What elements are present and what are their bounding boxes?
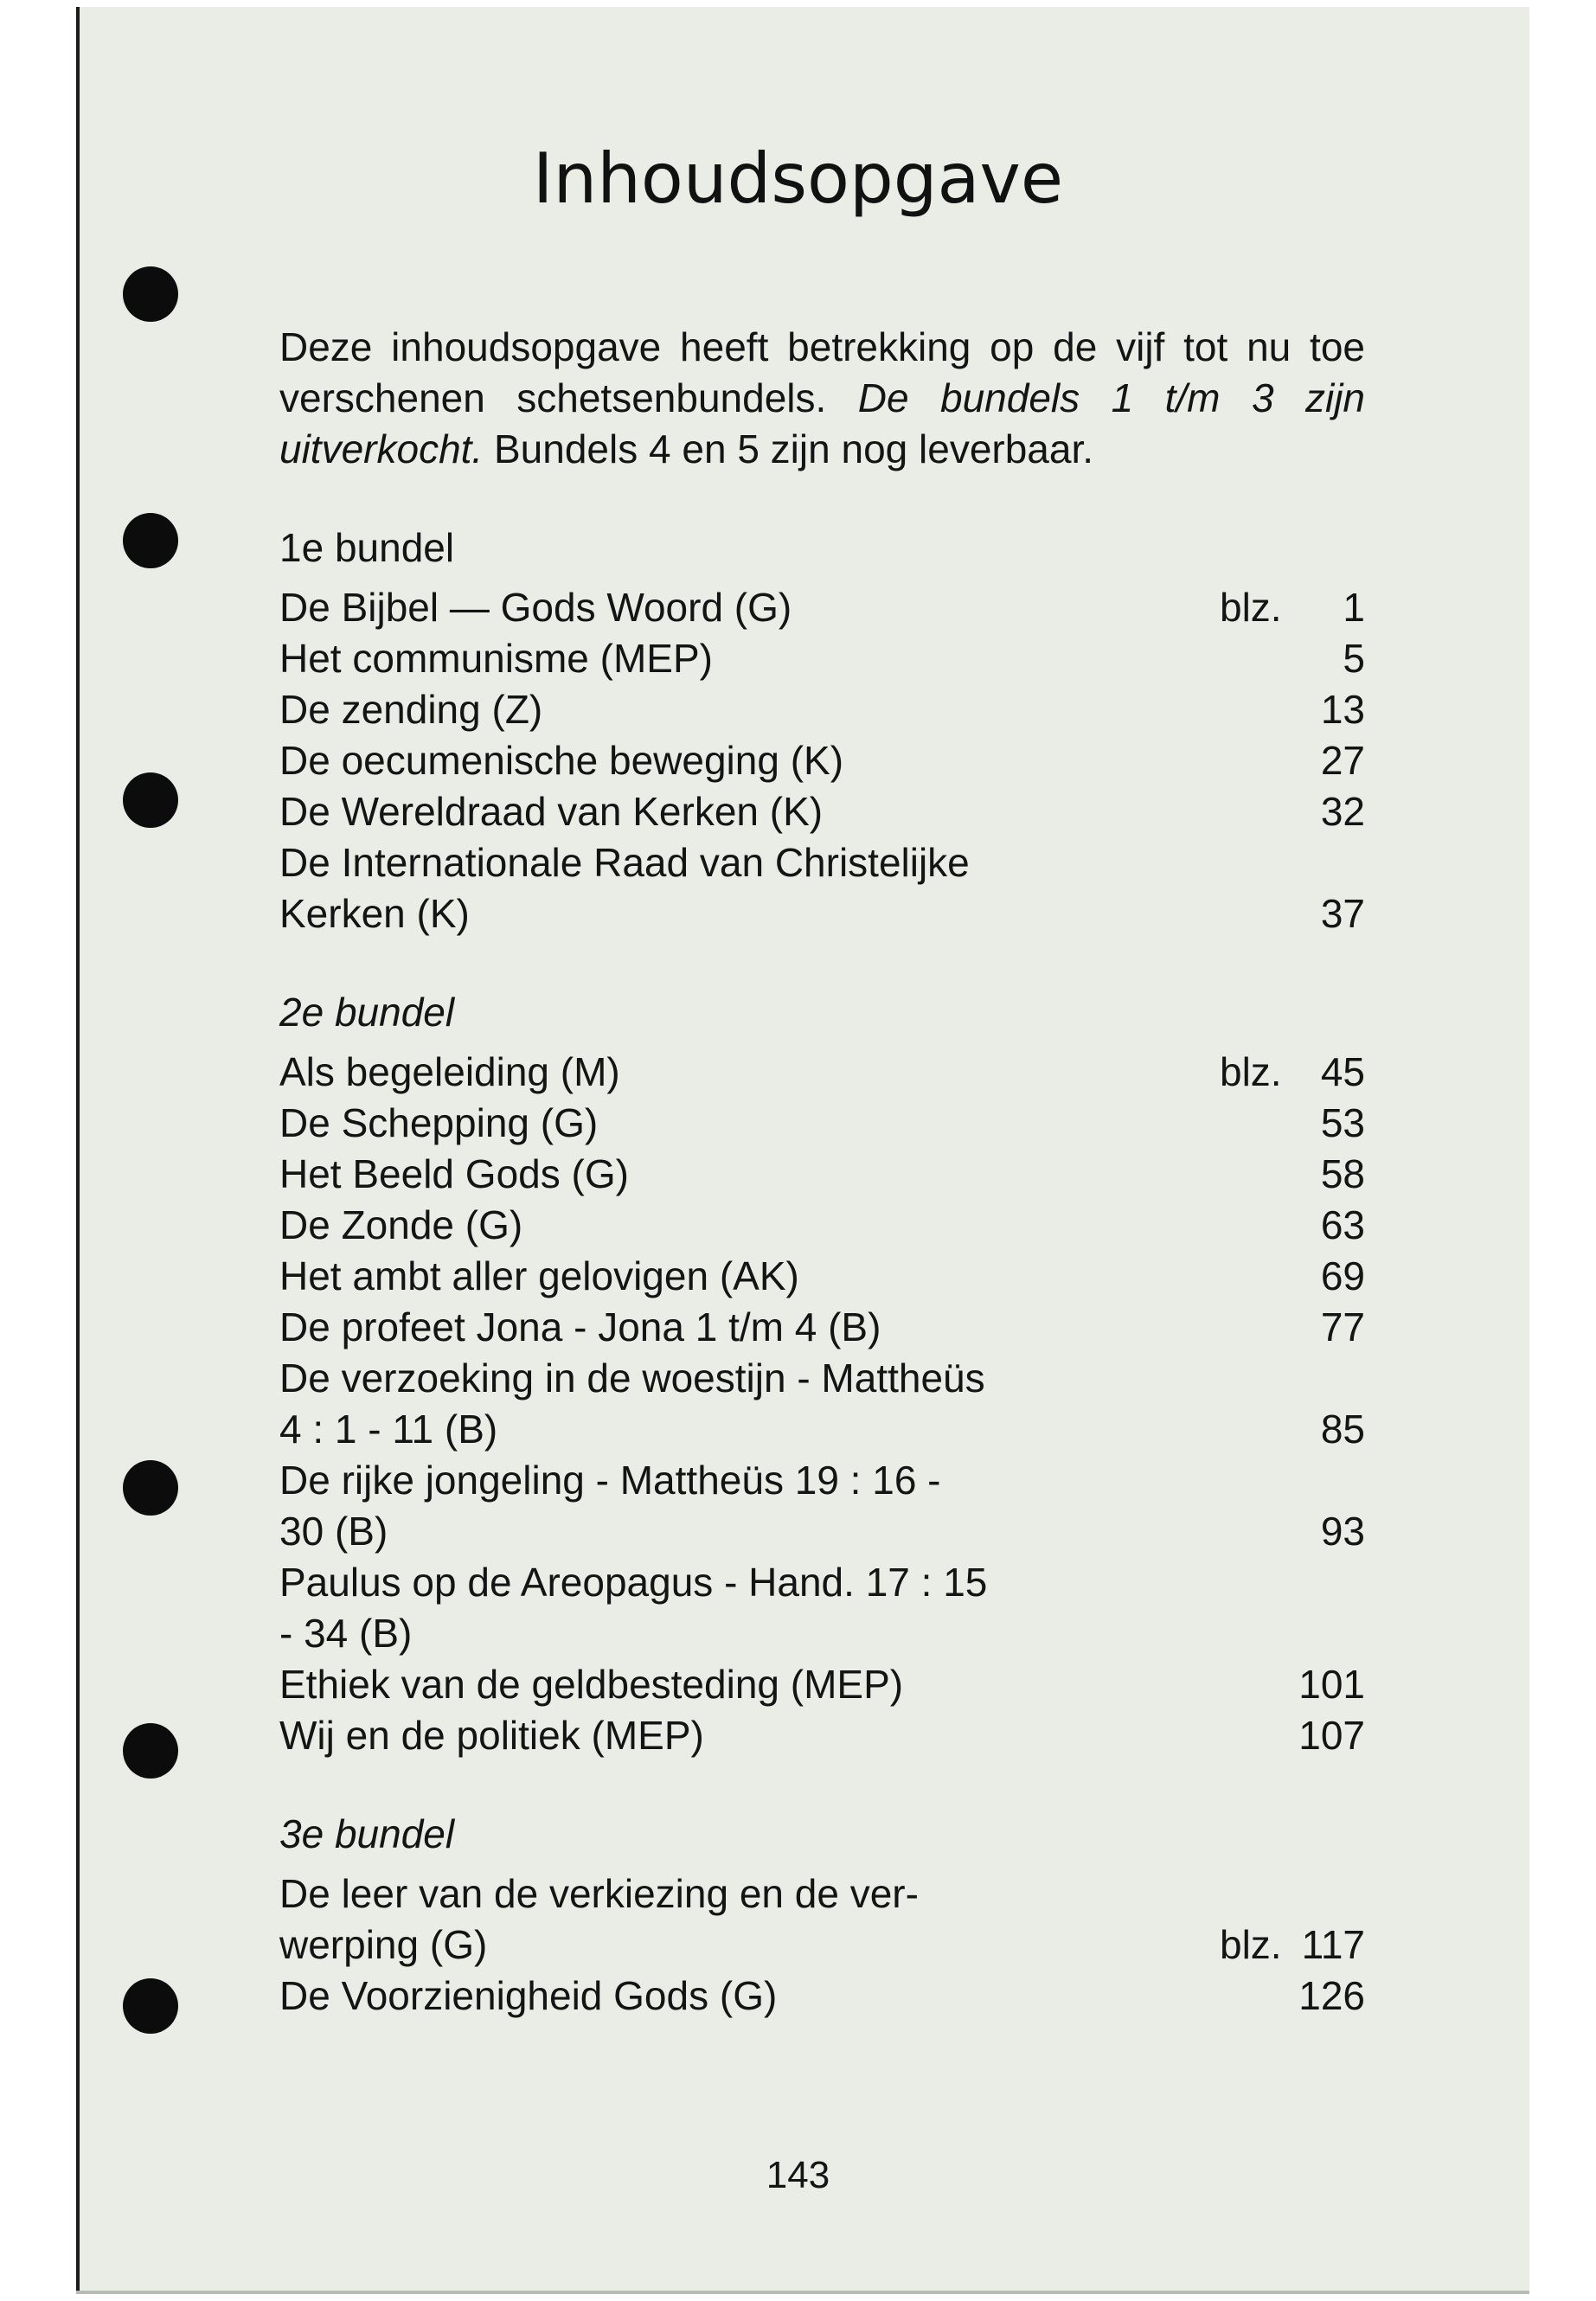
blz-label (1220, 1200, 1298, 1251)
page-reference (1220, 684, 1365, 735)
page-number-value: 37 (1320, 891, 1365, 936)
list-item (279, 633, 1365, 684)
entry-title (279, 1149, 629, 1200)
entry-title (279, 1971, 777, 2022)
blz-label (1220, 1251, 1298, 1302)
list-item (279, 1659, 1365, 1710)
intro-paragraph (279, 322, 1365, 475)
entry-list (279, 1868, 1365, 2022)
blz-label (1220, 888, 1298, 939)
entry-title (279, 786, 823, 837)
page-number-value: 1 (1343, 585, 1365, 630)
entry-title-line: De Zonde (G) (279, 1202, 523, 1247)
blz-label (1220, 786, 1298, 837)
binder-hole-icon (123, 1460, 178, 1516)
page-number-value: 101 (1298, 1662, 1365, 1707)
page-reference (1220, 735, 1365, 786)
entry-title-line: Als begeleiding (M) (279, 1049, 620, 1094)
entry-title-line: De verzoeking in de woestijn - Mattheüs (279, 1356, 985, 1400)
table-of-contents (279, 322, 1365, 2069)
section-title: 2e bundel (279, 990, 455, 1035)
list-item (279, 837, 1365, 939)
page-reference (1220, 1971, 1365, 2022)
entry-title (279, 1557, 987, 1659)
list-item (279, 1200, 1365, 1251)
entry-title-line: De Bijbel — Gods Woord (G) (279, 585, 792, 630)
entry-title-line: Het communisme (MEP) (279, 636, 713, 681)
intro-italic-text: De bundels 1 t/m 3 zijn uitverkocht. (279, 375, 1366, 471)
page-reference (1220, 1404, 1365, 1455)
page-number-value: 69 (1320, 1253, 1365, 1298)
entry-title-line: Wij en de politiek (MEP) (279, 1713, 704, 1758)
entry-title-line: Paulus op de Areopagus - Hand. 17 : 15 (279, 1560, 988, 1605)
binder-hole-icon (123, 266, 178, 322)
list-item (279, 1455, 1365, 1557)
binder-hole-icon (123, 513, 178, 568)
entry-title (279, 582, 792, 633)
list-item (279, 1302, 1365, 1353)
entry-title-line: De rijke jongeling - Mattheüs 19 : 16 - (279, 1458, 941, 1503)
page-number-value: 126 (1298, 1973, 1365, 2018)
list-item (279, 1971, 1365, 2022)
page-reference (1220, 582, 1365, 633)
list-item (279, 786, 1365, 837)
entry-title-line: De profeet Jona - Jona 1 t/m 4 (B) (279, 1304, 881, 1349)
entry-title (279, 1200, 522, 1251)
page-number-value: 32 (1320, 789, 1365, 834)
blz-label (1220, 1971, 1298, 2022)
page-number-value: 27 (1320, 738, 1365, 783)
blz-label (1220, 1506, 1298, 1557)
page-number-value: 45 (1320, 1049, 1365, 1094)
page-number-value: 77 (1320, 1304, 1365, 1349)
entry-title (279, 1047, 620, 1098)
page-bottom-edge (76, 2291, 1529, 2294)
page-number-value: 107 (1298, 1713, 1365, 1758)
binder-hole-icon (123, 772, 178, 828)
entry-title (279, 1455, 941, 1557)
list-item (279, 1868, 1365, 1971)
page-reference (1220, 1920, 1365, 1971)
entry-title-line: De oecumenische beweging (K) (279, 738, 844, 783)
blz-label (1220, 1149, 1298, 1200)
page-reference (1220, 888, 1365, 939)
page-reference (1220, 1302, 1365, 1353)
blz-label: blz. (1220, 1922, 1282, 1967)
page-number-value: 5 (1343, 636, 1365, 681)
entry-title (279, 1251, 799, 1302)
blz-label: blz. (1220, 585, 1282, 630)
sections (279, 522, 1365, 2022)
blz-label (1220, 684, 1298, 735)
entry-title-line: 30 (B) (279, 1509, 388, 1554)
section-title: 1e bundel (279, 525, 455, 570)
binder-hole-icon (123, 1978, 178, 2034)
entry-title-line: De Voorzienigheid Gods (G) (279, 1973, 778, 2018)
page-reference (1220, 1251, 1365, 1302)
entry-title-line: De zending (Z) (279, 687, 543, 732)
page-number-value: 117 (1301, 1922, 1365, 1967)
intro-text: Bundels 4 en 5 zijn nog leverbaar. (494, 426, 1094, 471)
blz-label (1220, 1302, 1298, 1353)
entry-title-line: 4 : 1 - 11 (B) (279, 1407, 498, 1452)
list-item (279, 582, 1365, 633)
page-reference (1220, 1098, 1365, 1149)
page-reference (1220, 1506, 1365, 1557)
entry-title (279, 1098, 598, 1149)
blz-label (1220, 633, 1298, 684)
list-item (279, 1251, 1365, 1302)
page-reference (1220, 1710, 1365, 1761)
entry-title (279, 735, 843, 786)
intro-text: Deze inhoudsopgave heeft betrekking op de vijf tot nu toe verschenen schetsenbundels. (279, 324, 1365, 420)
entry-title (279, 1302, 881, 1353)
entry-title (279, 1868, 919, 1971)
list-item (279, 1098, 1365, 1149)
blz-label (1220, 1098, 1298, 1149)
entry-title-line: Het Beeld Gods (G) (279, 1151, 629, 1196)
page-number-value: 53 (1320, 1100, 1365, 1145)
blz-label: blz. (1220, 1049, 1282, 1094)
entry-title (279, 684, 542, 735)
entry-title-line: - 34 (B) (279, 1611, 413, 1656)
entry-title-line: De Wereldraad van Kerken (K) (279, 789, 824, 834)
list-item (279, 1047, 1365, 1098)
page-reference (1220, 1659, 1365, 1710)
binder-hole-icon (123, 1723, 178, 1779)
page-reference (1220, 633, 1365, 684)
entry-title-line: werping (G) (279, 1922, 488, 1967)
list-item (279, 1353, 1365, 1455)
list-item (279, 1710, 1365, 1761)
entry-title (279, 1659, 903, 1710)
entry-title-line: De Schepping (G) (279, 1100, 599, 1145)
blz-label (1220, 1710, 1298, 1761)
list-item (279, 684, 1365, 735)
entry-title (279, 837, 970, 939)
page-number-value: 13 (1320, 687, 1365, 732)
blz-label (1220, 735, 1298, 786)
page-number-value: 58 (1320, 1151, 1365, 1196)
page-number: 143 (766, 2154, 830, 2196)
page-reference (1220, 1200, 1365, 1251)
page-number-value: 85 (1320, 1407, 1365, 1452)
page-title: Inhoudsopgave (532, 138, 1064, 219)
entry-title (279, 633, 713, 684)
entry-title-line: Kerken (K) (279, 891, 470, 936)
entry-title (279, 1710, 704, 1761)
blz-label (1220, 1404, 1298, 1455)
blz-label (1220, 1659, 1298, 1710)
page-reference (1220, 1047, 1365, 1098)
page-reference (1220, 1149, 1365, 1200)
entry-title-line: De Internationale Raad van Christelijke (279, 840, 970, 885)
page-reference (1220, 786, 1365, 837)
list-item (279, 1149, 1365, 1200)
list-item (279, 1557, 1365, 1659)
entry-list (279, 582, 1365, 939)
entry-title (279, 1353, 985, 1455)
entry-title-line: Ethiek van de geldbesteding (MEP) (279, 1662, 904, 1707)
entry-list (279, 1047, 1365, 1761)
entry-title-line: Het ambt aller gelovigen (AK) (279, 1253, 799, 1298)
page-number-value: 93 (1320, 1509, 1365, 1554)
page-number-value: 63 (1320, 1202, 1365, 1247)
section-title: 3e bundel (279, 1811, 455, 1856)
entry-title-line: De leer van de verkiezing en de ver- (279, 1871, 919, 1916)
list-item (279, 735, 1365, 786)
